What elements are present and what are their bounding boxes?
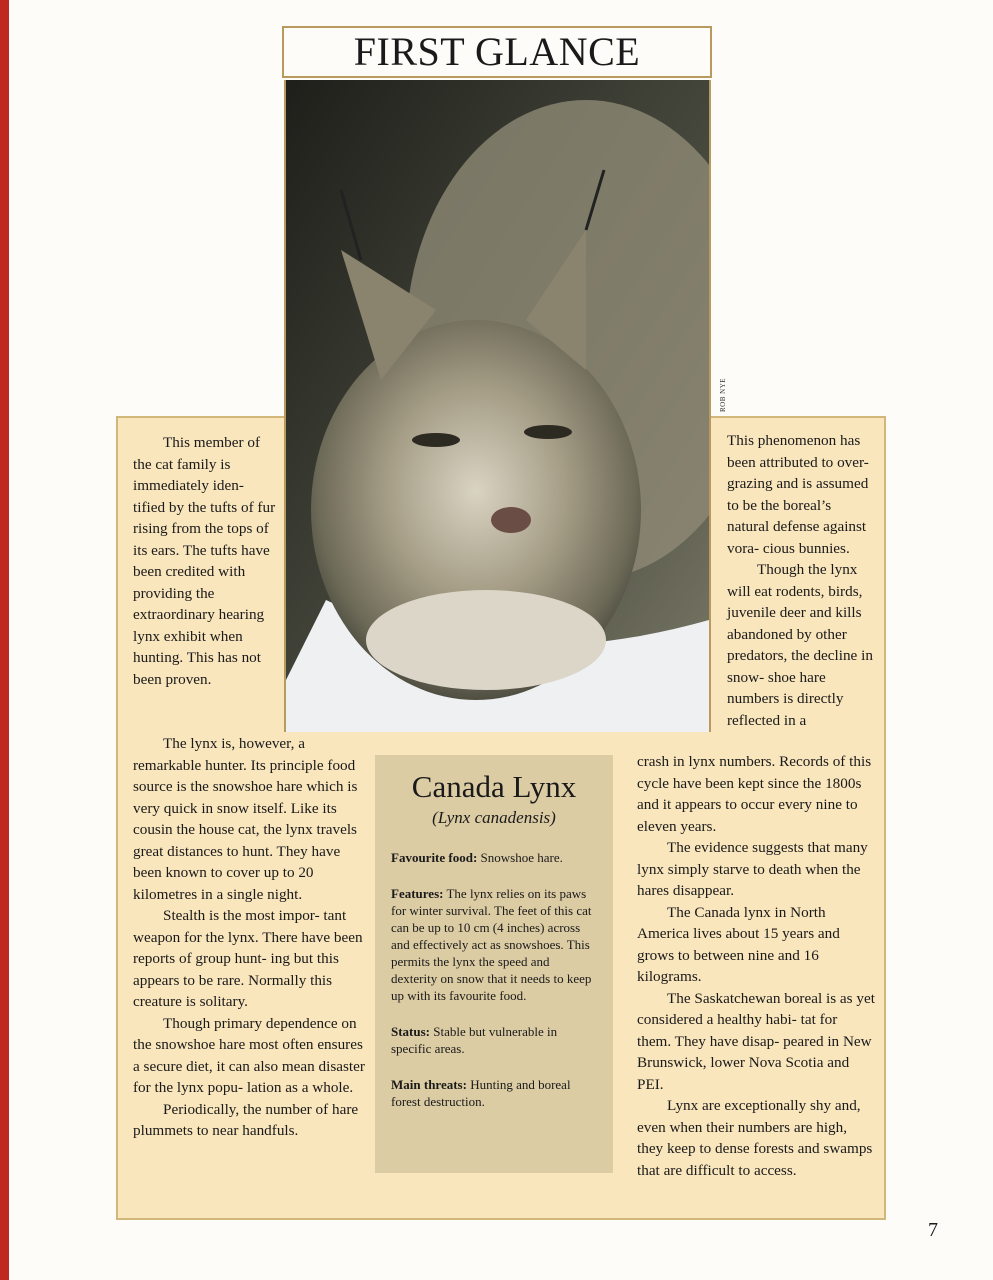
right-column-top <box>727 430 875 731</box>
paragraph: Lynx are exceptionally shy and, even when their numbers are high, they keep to dense forests and swamps that are difficult to access. <box>637 1097 873 1179</box>
factbox-title: Canada Lynx <box>411 769 577 804</box>
paragraph: The Saskatchewan boreal is as yet considered a healthy habi- tat for them. They have disap- peared in New Brunswick, lower Nova Scotia and PEI. <box>637 989 875 1093</box>
fact-favourite-food <box>391 849 597 866</box>
paragraph: The lynx is, however, a remarkable hunter. Its principle food source is the snowshoe hare which is very quick in snow itself. Like its cousin the house cat, the lynx travels great distances to hunt. They have been known to cover up to 20 kilometres in a single night. <box>133 735 358 903</box>
page-number: 7 <box>928 1219 938 1241</box>
left-column-top <box>133 432 278 690</box>
fact-label: Status: <box>391 1024 431 1039</box>
fact-label: Features: <box>391 886 444 901</box>
fact-label: Main threats: <box>391 1077 467 1092</box>
fact-text: Hunting and boreal forest destruction. <box>391 1077 571 1109</box>
paragraph: The evidence suggests that many lynx simply starve to death when the hares disappear. <box>637 839 868 899</box>
photo-credit: ROB NYE <box>719 377 727 412</box>
fact-label: Favourite food: <box>391 850 478 865</box>
paragraph: Periodically, the number of hare plummets to near handfuls. <box>133 1100 359 1139</box>
species-factbox <box>375 755 613 1173</box>
fact-main-threats <box>391 1076 597 1110</box>
paragraph: This member of the cat family is immediately iden- tified by the tufts of fur rising from the tops of its ears. The tufts have been credited with providing the extraordinary hearing lynx exhibit when hunting. This has not been proven. <box>133 434 276 688</box>
paragraph: The Canada lynx in North America lives about 15 years and grows to between nine and 16 kilograms. <box>637 903 840 985</box>
paragraph: Though primary dependence on the snowshoe hare most often ensures a secure diet, it can also mean disaster for the lynx popu- lation as a whole. <box>133 1014 365 1096</box>
page-title: FIRST GLANCE <box>282 26 712 78</box>
fact-text: The lynx relies on its paws for winter survival. The feet of this cat can be up to 10 cm (4 inches) across and effectively act as snowshoes. This permits the lynx the speed and dexterity on snow that it needs to keep up with its favourite food. <box>391 886 592 1003</box>
fact-features <box>391 885 597 1004</box>
paragraph: crash in lynx numbers. Records of this cycle have been kept since the 1800s and it appears to occur every nine to eleven years. <box>637 753 872 835</box>
fact-status <box>391 1023 597 1057</box>
factbox-scientific-name: (Lynx canadensis) <box>432 808 556 827</box>
fact-text: Stable but vulnerable in specific areas. <box>391 1024 558 1056</box>
lynx-photo <box>284 80 711 732</box>
paragraph: Though the lynx will eat rodents, birds, juvenile deer and kills abandoned by other predators, the decline in snow- shoe hare numbers is directly reflected in a <box>727 561 873 729</box>
fact-text: Snowshoe hare. <box>480 850 563 865</box>
paragraph: Stealth is the most impor- tant weapon for the lynx. There have been reports of group hunt- ing but this appears to be rare. Normally this creature is solitary. <box>133 907 363 1010</box>
left-column-bottom <box>133 733 365 1142</box>
right-column-bottom <box>637 751 875 1181</box>
binding-edge <box>0 0 9 1280</box>
paragraph: This phenomenon has been attributed to over-grazing and is assumed to be the boreal’s natural defense against vora- cious bunnies. <box>727 432 869 557</box>
